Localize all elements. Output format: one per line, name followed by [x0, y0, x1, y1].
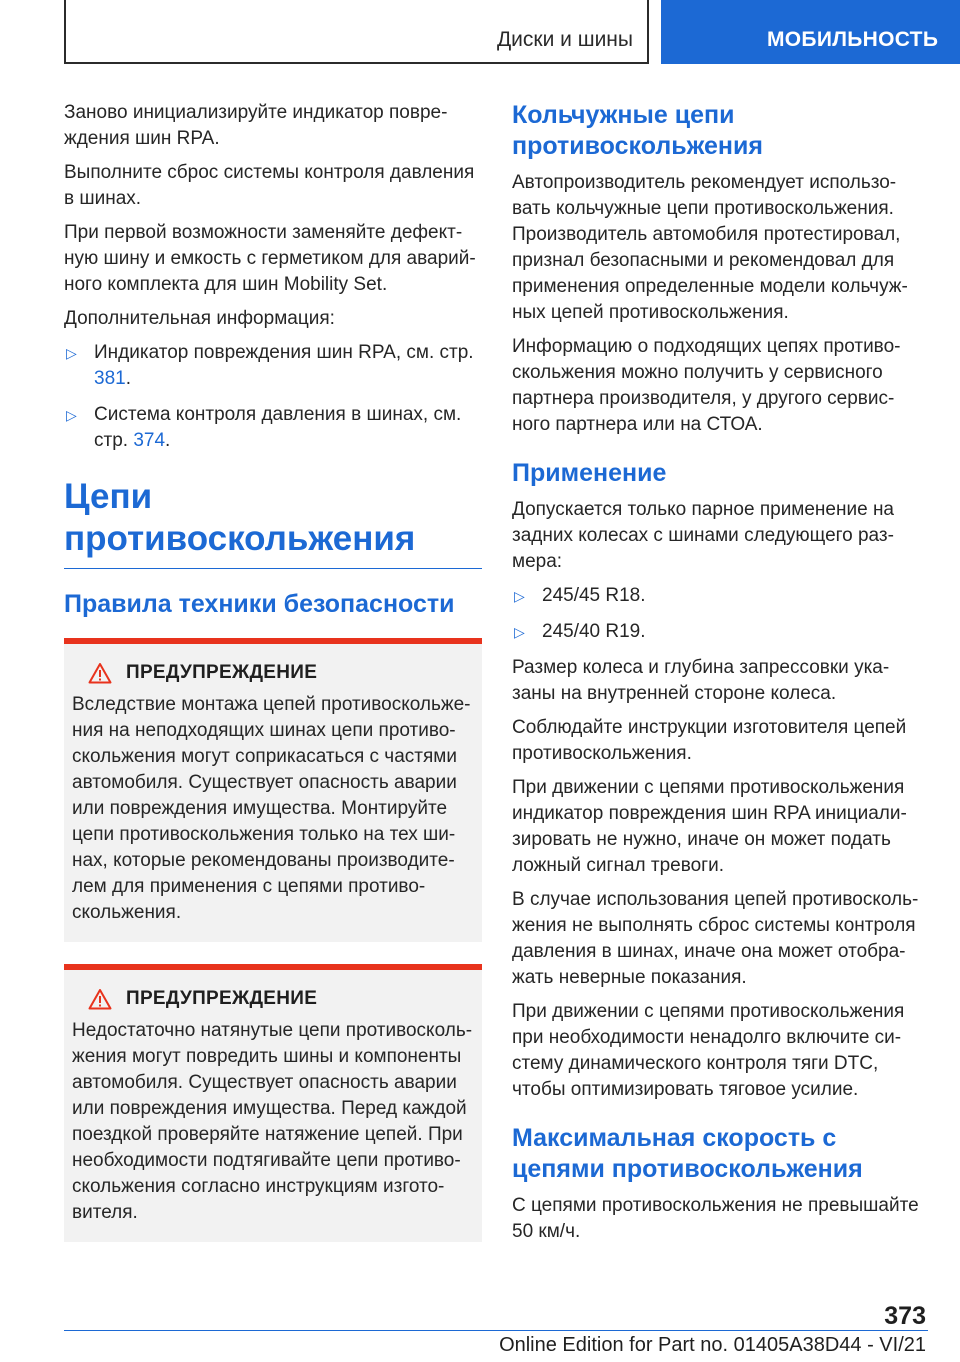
- header-section-tab: [64, 0, 649, 64]
- intro-paragraph: Дополнительная информация:: [64, 308, 335, 329]
- reference-list-item: [64, 402, 482, 454]
- intro-paragraph: Выполните сброс системы контроля давления в шинах.: [64, 162, 475, 209]
- body-paragraph: Информацию о подходящих цепях противо-скольжения можно получить у сервисного партнера производителя, у другого сервис-ного партнера или на СТОА.: [512, 336, 901, 435]
- body-paragraph: Соблюдайте инструкции изготовителя цепей противоскольжения.: [512, 717, 907, 764]
- page-link-381[interactable]: 381: [94, 368, 126, 389]
- warning-title: ПРЕДУПРЕЖДЕНИЕ: [126, 662, 318, 683]
- max-speed-heading: Максимальная скорость с цепями противоскольжения: [512, 1124, 863, 1183]
- size-list-item: [512, 583, 922, 609]
- body-paragraph: Автопроизводитель рекомендует использо-вать кольчужные цепи противоскольжения. Производитель автомобиля протестировал, признал безопасными и рекомендовал для применения определенные модели кольчуж-ных цепей противоскольжения.: [512, 172, 908, 323]
- size-list-item: [512, 619, 922, 645]
- triangle-bullet-icon: ▷: [514, 624, 525, 640]
- reference-end: .: [165, 430, 171, 451]
- reference-list-item: [64, 340, 482, 392]
- intro-paragraph: Заново инициализируйте индикатор повре-ждения шин RPA.: [64, 102, 448, 149]
- triangle-bullet-icon: ▷: [66, 407, 77, 423]
- intro-paragraph: При первой возможности заменяйте дефект-ную шину и емкость с герметиком для аварий-ного комплекта для шин Mobility Set.: [64, 222, 476, 295]
- tire-size: 245/40 R19.: [542, 621, 646, 642]
- left-column: [64, 100, 482, 1264]
- body-paragraph: С цепями противоскольжения не превышайте 50 км/ч.: [512, 1195, 919, 1242]
- right-column: [512, 100, 922, 1253]
- warning-text: Недостаточно натянутые цепи противосколь-жения могут повредить шины и компоненты автомобиля. Существует опасность аварии или повреждения имущества. Перед каждой поездкой проверяйте натяжение цепей. При необходимости подтягивайте цепи противо-скольжения согласно инструкциям изгото-вителя.: [72, 1020, 473, 1223]
- warning-box: [64, 964, 482, 1242]
- reference-end: .: [125, 368, 131, 389]
- warning-triangle-icon: [88, 662, 112, 684]
- body-paragraph: В случае использования цепей противосколь-жения не выполнять сброс системы контроля давления в шинах, иначе она может отобра-жать неверные показания.: [512, 889, 919, 988]
- body-paragraph: При движении с цепями противоскольжения индикатор повреждения шин RPA инициали-зировать не нужно, иначе он может подать ложный сигнал тревоги.: [512, 777, 907, 876]
- chain-mail-heading: Кольчужные цепи противоскольжения: [512, 101, 763, 160]
- reference-text: Индикатор повреждения шин RPA, см. стр.: [94, 342, 474, 363]
- chapter-heading: Цепи противоскольжения: [64, 477, 416, 558]
- body-paragraph: Допускается только парное применение на задних колесах с шинами следующего раз-мера:: [512, 499, 895, 572]
- body-paragraph: Размер колеса и глубина запрессовки ука-заны на внутренней стороне колеса.: [512, 657, 890, 704]
- page-number: 373: [884, 1302, 926, 1330]
- body-paragraph: При движении с цепями противоскольжения при необходимости ненадолго включите си-стему динамического контроля тяги DTC, чтобы оптимизировать тяговое усилие.: [512, 1001, 905, 1100]
- header-section-title: Диски и шины: [496, 28, 633, 51]
- edition-info: Online Edition for Part no. 01405A38D44 - VI/21: [499, 1334, 926, 1356]
- page-link-374[interactable]: 374: [133, 430, 166, 451]
- safety-subheading: Правила техники безопасности: [64, 590, 455, 618]
- footer-divider: [64, 1330, 928, 1331]
- header-chapter-tab[interactable]: [661, 0, 960, 64]
- triangle-bullet-icon: ▷: [66, 345, 77, 361]
- reference-text: Система контроля давления в шинах, см. стр.: [94, 404, 462, 451]
- triangle-bullet-icon: ▷: [514, 588, 525, 604]
- tire-size: 245/45 R18.: [542, 585, 646, 606]
- warning-text: Вследствие монтажа цепей противоскольже-ния на неподходящих шинах цепи противо-скольжения могут соприкасаться с частями автомобиля. Существует опасность аварии или повреждения имущества. Монтируйте цепи противоскольжения только на тех ши-нах, которые рекомендованы производите-лем для применения с цепями противо-скольжения.: [72, 694, 471, 923]
- heading-divider: [64, 568, 482, 569]
- header-chapter-title: МОБИЛЬНОСТЬ: [767, 28, 939, 51]
- usage-heading: Применение: [512, 459, 667, 487]
- warning-box: [64, 638, 482, 942]
- warning-triangle-icon: [88, 988, 112, 1010]
- warning-title: ПРЕДУПРЕЖДЕНИЕ: [126, 988, 318, 1009]
